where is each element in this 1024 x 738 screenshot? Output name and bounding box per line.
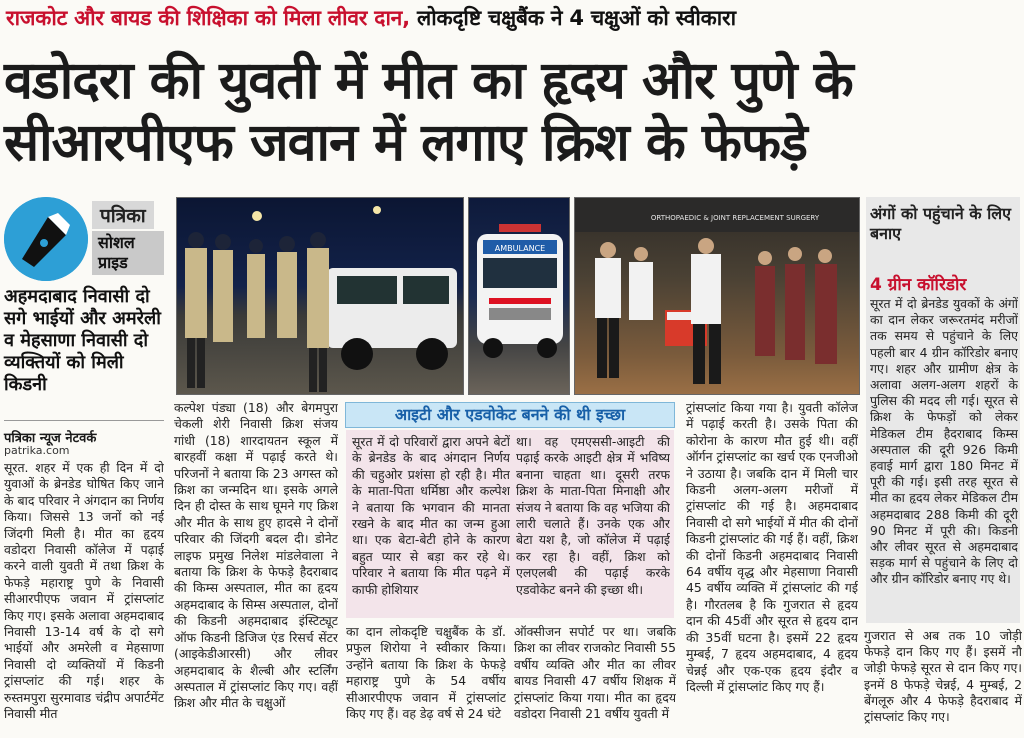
kicker-black: लोकदृष्टि चक्षुबैंक ने 4 चक्षुओं को स्वीकारा [417, 6, 736, 30]
headline-line1-a: वडोदरा की युवती में [4, 51, 383, 111]
brand-subtitle: सोशल प्राइड [92, 231, 164, 275]
article-column-2: कल्पेश पंड्या (18) और बेगमपुरा चेकली शेरी निवासी क्रिश संजय गांधी (18) शारदायतन स्कूल में बारहवीं कक्षा में पढ़ाई करते थे। परिजनों ने बताया कि 23 अगस्त को क्रिश का जन्मदिन था। इसके अगले दिन ही दोस्त के साथ घूमने गए क्रिश और मीत के साथ हुए हादसे ने दोनों परिवार की जिंदगी बदल दी। डोनेट लाइफ प्रमुख निलेश मांडलेवाला ने बताया कि क्रिश के फेफड़े हैदराबाद की किम्स अस्पताल, मीत का हृदय अहमदाबाद के सिम्स अस्पताल, दोनों की किडनी अहमदाबाद इंस्टिट्यूट ऑफ किडनी डिजिज एंड रिसर्च सेंटर (आइकेडीआरसी) और लीवर अहमदाबाद के शैल्बी और स्टर्लिंग अस्पताल में ट्रांसप्लांट किए गए। वहीं क्रिश और मीत के चक्षुओं [174, 400, 338, 711]
headline-line2-b: क्रिश के फेफड़े [541, 113, 807, 173]
patrika-logo-icon [4, 197, 88, 281]
ambulance-photo [468, 197, 570, 395]
divider [4, 420, 164, 421]
headline-line1-c: और पुणे के [624, 51, 853, 111]
info-box-banner: आइटी और एडवोकेट बनने की थी इच्छा [345, 402, 675, 428]
main-headline [4, 50, 1022, 174]
police-escort-photo [176, 197, 464, 395]
sidebar-subheading: 4 ग्रीन कॉरिडोर [870, 275, 967, 295]
article-column-3: का दान लोकदृष्टि चक्षुबैंक के डॉ. प्रफुल शिरोया ने स्वीकार किया। उन्होंने बताया कि क्रिश के फेफड़े महाराष्ट्र पुणे के 54 वर्षीय सीआरपीएफ जवान में ट्रांसप्लांट किए गए हैं। वह डेढ़ वर्ष से 24 घंटे [346, 624, 506, 722]
brand-block [4, 197, 164, 283]
byline-website: patrika.com [4, 444, 70, 457]
article-column-4: ऑक्सीजन सपोर्ट पर था। जबकि क्रिश का लीवर राजकोट निवासी 55 वर्षीय व्यक्ति और मीत का लीवर बायड निवासी 47 वर्षीय शिक्षक में ट्रांसप्लांट किया गया। मीत का हृदय वडोदरा निवासी 21 वर्षीय युवती में [514, 624, 676, 722]
sidebar-heading: अंगों को पहुंचाने के लिए बनाए [870, 204, 1011, 243]
hospital-organ-transport-photo [574, 197, 860, 395]
info-box-column-2: था। वह एमएससी-आइटी की पढ़ाई करके आइटी क्षेत्र में भविष्य बनाना चाहता था। दूसरी तरफ क्रिश के माता-पिता मिनाक्षी और संजय ने बताया कि वह भजिया की लारी चलाते हैं। उनके एक और बेटा यश है, जो कॉलेज में पढ़ाई कर रहा है। वहीं, क्रिश को एलएलबी की पढ़ाई करके एडवोकेट बनने की इच्छा थी। [516, 434, 670, 597]
byline: पत्रिका न्यूज नेटवर्क [4, 431, 97, 446]
sidebar-bottom-text: गुजरात से अब तक 10 जोड़ी फेफड़े दान किए गए हैं। इसमें नौ जोड़ी फेफड़े सूरत से दान किए गए। इनमें 8 फेफड़े चेन्नई, 4 मुम्बई, 2 बेंगलूरु और 4 फेफड़े हैदराबाद में ट्रांसप्लांट किए गए। [864, 628, 1022, 725]
kicker-headline [6, 4, 736, 32]
ambulance-sign: AMBULANCE [494, 244, 546, 253]
hospital-sign: ORTHOPAEDIC & JOINT REPLACEMENT SURGERY [650, 214, 820, 222]
headline-line2-a: सीआरपीएफ जवान में लगाए [4, 113, 542, 173]
kicker-red: राजकोट और बायड की शिक्षिका को मिला लीवर दान, [6, 6, 410, 30]
brand-title: पत्रिका [92, 201, 154, 229]
article-column-5: ट्रांसप्लांट किया गया है। युवती कॉलेज में पढ़ाई करती है। उसके पिता की कोरोना के कारण मौत हुई थी। वहीं ऑर्गन ट्रांसप्लांट का खर्च एक एनजीओ ने उठाया है। जबकि दान में मिली चार किडनी अलग-अलग मरीजों में ट्रांसप्लांट की गई है। अहमदाबाद निवासी दो सगे भाईयों में मीत की दोनों किडनी ट्रांसप्लांट की गई हैं। वहीं, क्रिश की दोनों किडनी अहमदाबाद निवासी 64 वर्षीय वृद्ध और मेहसाणा निवासी 45 वर्षीय व्यक्ति में ट्रांसप्लांट की गई है। गौरतलब है कि गुजरात से हृदय दान की 45वीं और सूरत से हृदय दान की 35वीं घटना है। इसमें 22 हृदय मुम्बई, 7 हृदय अहमदाबाद, 4 हृदय चेन्नई और एक-एक हृदय इंदौर व दिल्ली में ट्रांसप्लांट किए गए हैं। [686, 400, 858, 694]
headline-line1-b: मीत का हृदय [382, 51, 625, 111]
left-subheading: अहमदाबाद निवासी दो सगे भाईयों और अमरेली व मेहसाणा निवासी दो व्यक्तियों को मिली किडनी [4, 286, 161, 395]
info-box-column-1: सूरत में दो परिवारों द्वारा अपने बेटों के ब्रेनडेड के बाद अंगदान निर्णय की चहुओर प्रशंसा हो रही है। मीत के माता-पिता धर्मिष्ठा और कल्पेश ने बताया कि भगवान की मानता रखने के बाद मीत का जन्म हुआ था। एक बेटा-बेटी होने के कारण बहुत प्यार से बड़ा कर रहे थे। परिवार ने बताया कि मीत पढ़ने में काफी होशियार [352, 434, 510, 597]
article-column-1: सूरत. शहर में एक ही दिन में दो युवाओं के ब्रेनडेड घोषित किए जाने के बाद परिवार ने अंगदान का निर्णय किया। जिससे 13 जनों को नई जिंदगी मिली है। मीत का हृदय वडोदरा निवासी कॉलेज में पढ़ाई करने वाली युवती में तथा क्रिश के फेफड़े महाराष्ट्र पुणे के निवासी सीआरपीएफ जवान में ट्रांसप्लांट किए गए। इसके अलावा अहमदाबाद निवासी 13-14 वर्ष के दो सगे भाईयों और अमरेली व मेहसाणा निवासी दो व्यक्तियों में किडनी ट्रांसप्लांट की गई। शहर के रुस्तमपुरा सुरमावाड चंद्रीप अपार्टमेंट निवासी मीत [4, 460, 164, 722]
sidebar-text: सूरत में दो ब्रेनडेड युवकों के अंगों का दान लेकर जरूरतमंद मरीजों तक समय से पहुंचाने के लिए पहली बार 4 ग्रीन कॉरिडोर बनाए गए। शहर और ग्रामीण क्षेत्र के अलावा अलग-अलग शहरों के पुलिस की मदद ली गई। सूरत से क्रिश के फेफड़ों को लेकर मेडिकल टीम हैदराबाद किम्स अस्पताल की दूरी 926 किमी हवाई मार्ग द्वारा 180 मिनट में पूरी की गई। इसी तरह सूरत से मीत का हृदय लेकर मेडिकल टीम अहमदाबाद 288 किमी की दूरी 90 मिनट में पूरी की। किडनी और लीवर सूरत से अहमदाबाद सड़क मार्ग से पहुंचाने के लिए दो और ग्रीन कॉरिडोर बनाए गए थे। [870, 296, 1018, 587]
